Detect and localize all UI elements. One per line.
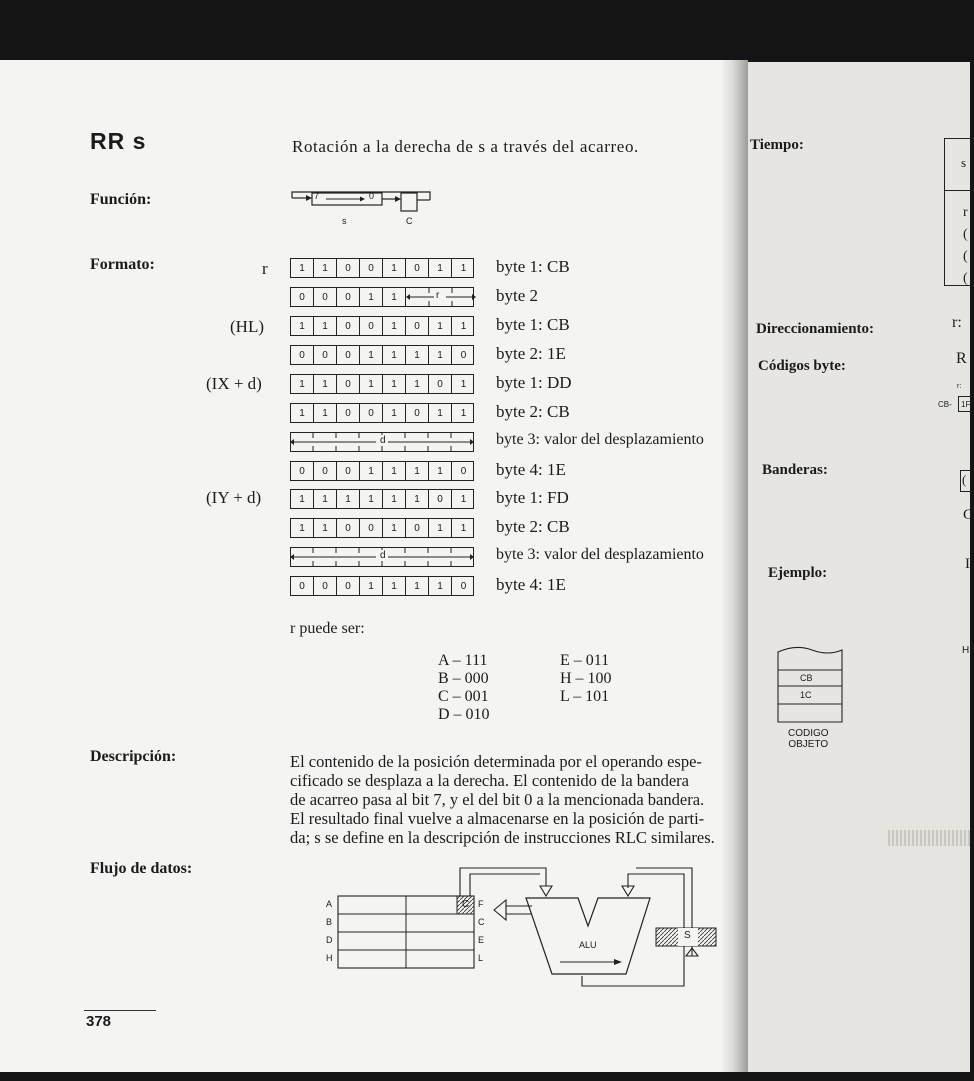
dataflow-reg-l: L	[478, 953, 484, 963]
bit-cell: 1	[383, 288, 406, 306]
bit-cell: 1	[360, 462, 383, 480]
label-funcion: Función:	[90, 191, 152, 208]
bit-cell: 0	[314, 288, 337, 306]
bit-cell: 1	[383, 317, 406, 335]
object-code-stack	[776, 644, 846, 724]
bit-cell: 0	[314, 346, 337, 364]
format-byte-box	[290, 576, 474, 596]
format-byte-box	[290, 461, 474, 481]
bit-cell: 1	[314, 259, 337, 277]
format-byte-box	[290, 287, 474, 307]
bit-cell: 1	[291, 519, 314, 537]
reg-r: r	[262, 259, 268, 278]
bit-cell: 0	[460, 349, 467, 361]
fragment-r-small: r:	[957, 383, 962, 390]
bit-cell: 1	[383, 404, 406, 422]
label-codigos-byte: Códigos byte:	[758, 358, 846, 374]
reg-iy-d: (IY + d)	[206, 488, 262, 507]
r-code: L – 101	[560, 688, 610, 705]
bit-cell: 1	[291, 375, 314, 393]
s-operand-label: s	[342, 216, 347, 226]
fragment-text: (	[963, 227, 968, 242]
bit-cell: 1	[429, 259, 452, 277]
fragment-c: C	[963, 507, 974, 523]
example-byte-1c: 1C	[800, 690, 812, 700]
bit-cell: 0	[406, 317, 429, 335]
bit-cell: 1	[314, 404, 337, 422]
bit-cell: 0	[291, 346, 314, 364]
format-byte-box	[290, 345, 474, 365]
description-line: de acarreo pasa al bit 7, y el del bit 0 a la mencionada bandera.	[290, 790, 705, 809]
bit-cell: 1	[460, 522, 467, 534]
byte-label: byte 1: CB	[496, 315, 570, 334]
format-byte-box	[290, 547, 474, 567]
bit-cell: 0	[337, 259, 360, 277]
fragment-text: (	[963, 249, 968, 264]
timing-table-divider	[944, 190, 974, 191]
bit-cell: 0	[337, 519, 360, 537]
bit-cell: 0	[406, 519, 429, 537]
bit-cell: 1	[429, 346, 452, 364]
bit-cell: 0	[460, 465, 467, 477]
dataflow-reg-c: C	[478, 917, 485, 927]
bit0-label: 0	[369, 191, 375, 201]
label-tiempo: Tiempo:	[750, 137, 804, 153]
bit-cell: 1	[337, 490, 360, 508]
bit-cell: 1	[314, 375, 337, 393]
dataflow-s-box: S	[684, 930, 691, 941]
bit-cell: 1	[383, 490, 406, 508]
bit-cell: 1	[429, 462, 452, 480]
byte-label: byte 3: valor del desplazamiento	[496, 546, 704, 563]
bit-cell: 1	[360, 577, 383, 595]
example-byte-cb: CB	[800, 673, 813, 683]
bit-cell: 1	[429, 317, 452, 335]
fragment-1f-box: 1F	[958, 396, 972, 412]
r-code: D – 010	[438, 706, 490, 723]
caption-line: OBJETO	[788, 739, 829, 750]
dataflow-reg-f: F	[478, 899, 484, 909]
bit-cell: 1	[460, 320, 467, 332]
bit-cell: 0	[291, 288, 314, 306]
r-puede-ser: r puede ser:	[290, 620, 365, 637]
format-byte-box	[290, 403, 474, 423]
bit-cell: 1	[314, 490, 337, 508]
alu-label: ALU	[579, 940, 597, 950]
bit-cell: 0	[337, 404, 360, 422]
bit-cell: 0	[360, 519, 383, 537]
bit-cell: 1	[460, 493, 467, 505]
description-line: da; s se define en la descripción de instrucciones RLC similares.	[290, 828, 715, 847]
book-spine	[722, 60, 748, 1072]
byte-label: byte 3: valor del desplazamiento	[496, 431, 704, 448]
bit-cell: 1	[383, 519, 406, 537]
byte-label: byte 1: FD	[496, 488, 569, 507]
byte-label: byte 4: 1E	[496, 460, 566, 479]
bit-cell: 0	[291, 577, 314, 595]
bit-cell: 1	[406, 462, 429, 480]
bit-cell: 1	[291, 317, 314, 335]
bit-cell: 1	[360, 288, 383, 306]
bit-cell: 1	[360, 490, 383, 508]
bit-cell: 0	[429, 490, 452, 508]
instruction-subtitle: Rotación a la derecha de s a través del acarreo.	[292, 137, 639, 156]
bit-cell: 0	[337, 317, 360, 335]
dataflow-reg-h: H	[326, 953, 333, 963]
format-byte-box	[290, 374, 474, 394]
bit-cell: 0	[406, 404, 429, 422]
r-code: B – 000	[438, 670, 489, 687]
fragment-text: r	[963, 205, 968, 220]
bit-cell: 0	[337, 346, 360, 364]
bit-cell: 0	[360, 317, 383, 335]
format-byte-box	[290, 316, 474, 336]
r-code: C – 001	[438, 688, 489, 705]
bit-cell: 0	[314, 462, 337, 480]
fragment-h: H	[962, 645, 970, 656]
page-number-rule	[84, 1010, 156, 1011]
r-codes-left	[438, 652, 490, 724]
byte-label: byte 2: CB	[496, 517, 570, 536]
bit-cell: 1	[406, 490, 429, 508]
format-byte-box	[290, 489, 474, 509]
register-field-label: r	[436, 290, 440, 301]
fragment-r-colon: r:	[952, 314, 962, 331]
label-formato: Formato:	[90, 256, 155, 273]
bit-cell: 0	[406, 259, 429, 277]
bit-cell: 1	[291, 259, 314, 277]
label-direccionamiento: Direccionamiento:	[756, 321, 875, 337]
bit-cell: 1	[406, 577, 429, 595]
hatched-bar-fragment	[888, 830, 970, 846]
bit-cell: 0	[337, 577, 360, 595]
r-code: E – 011	[560, 652, 610, 669]
bit-cell: 1	[314, 519, 337, 537]
byte-label: byte 1: CB	[496, 257, 570, 276]
bit-cell: 1	[383, 462, 406, 480]
timing-table-fragment	[944, 138, 974, 286]
label-descripcion: Descripción:	[90, 748, 177, 765]
rotation-diagram	[288, 186, 438, 230]
reg-ix-d: (IX + d)	[206, 374, 262, 393]
bit-cell: 1	[314, 317, 337, 335]
fragment-column	[963, 202, 968, 290]
instruction-title: RR s	[90, 128, 147, 154]
bit-cell: 1	[406, 375, 429, 393]
fragment-paren: (	[962, 472, 967, 487]
fragment-cb: CB-	[938, 400, 952, 409]
page-number: 378	[86, 1013, 112, 1030]
register-field-arrow	[406, 287, 476, 307]
displacement-field-label: d	[380, 435, 386, 446]
byte-label: byte 2: 1E	[496, 344, 566, 363]
dataflow-reg-e: E	[478, 935, 485, 945]
r-code: H – 100	[560, 670, 612, 687]
bit-cell: 0	[360, 404, 383, 422]
dataflow-reg-b: B	[326, 917, 333, 927]
bit-cell: 0	[291, 462, 314, 480]
format-byte-box	[290, 258, 474, 278]
displacement-field-label: d	[380, 550, 386, 561]
description-line: El resultado final vuelve a almacenarse en la posición de parti-	[290, 809, 705, 828]
fragment-text: (	[963, 271, 968, 286]
bit-cell: 0	[337, 375, 360, 393]
description-line: El contenido de la posición determinada por el operando espe-	[290, 752, 702, 771]
byte-label: byte 2: CB	[496, 402, 570, 421]
bit-cell: 1	[429, 577, 452, 595]
dataflow-reg-a: A	[326, 899, 333, 909]
bit-cell: 1	[360, 375, 383, 393]
bit-cell: 0	[429, 375, 452, 393]
bit-cell: 1	[460, 407, 467, 419]
bit-cell: 0	[314, 577, 337, 595]
bit-cell: 1	[383, 346, 406, 364]
bit-cell: 1	[383, 375, 406, 393]
reg-hl: (HL)	[230, 317, 264, 336]
format-byte-box	[290, 518, 474, 538]
fragment-s: s	[961, 155, 967, 170]
r-codes-right	[560, 652, 612, 706]
bit-cell: 1	[291, 404, 314, 422]
bit-cell: 1	[460, 262, 467, 274]
caption-line: CODIGO	[788, 728, 829, 739]
format-byte-box	[290, 432, 474, 452]
label-banderas: Banderas:	[762, 462, 828, 478]
bit-cell: 0	[337, 462, 360, 480]
bit-cell: 1	[291, 490, 314, 508]
bit-cell: 1	[429, 519, 452, 537]
label-ejemplo: Ejemplo:	[768, 565, 828, 581]
description-text	[290, 752, 726, 847]
bit7-label: 7	[314, 191, 320, 201]
r-code: A – 111	[438, 652, 488, 669]
bit-cell: 1	[383, 259, 406, 277]
codigo-objeto-caption	[788, 728, 829, 750]
bit-cell: 1	[360, 346, 383, 364]
byte-label: byte 2	[496, 286, 539, 305]
bit-cell: 1	[460, 378, 467, 390]
dataflow-reg-d: D	[326, 935, 333, 945]
description-line: cificado se desplaza a la derecha. El contenido de la bandera	[290, 771, 689, 790]
bit-cell: 1	[406, 346, 429, 364]
carry-label: C	[406, 216, 413, 226]
bit-cell: 0	[337, 288, 360, 306]
byte-label: byte 4: 1E	[496, 575, 566, 594]
label-flujo-datos: Flujo de datos:	[90, 860, 193, 877]
fragment-rb: R	[956, 350, 967, 367]
bit-cell: 0	[360, 259, 383, 277]
byte-label: byte 1: DD	[496, 373, 572, 392]
fragment-i: I	[965, 556, 970, 572]
dataflow-carry-box: C	[462, 899, 470, 910]
bit-cell: 1	[429, 404, 452, 422]
bit-cell: 1	[383, 577, 406, 595]
dataflow-diagram	[320, 864, 720, 994]
bit-cell: 0	[460, 580, 467, 592]
